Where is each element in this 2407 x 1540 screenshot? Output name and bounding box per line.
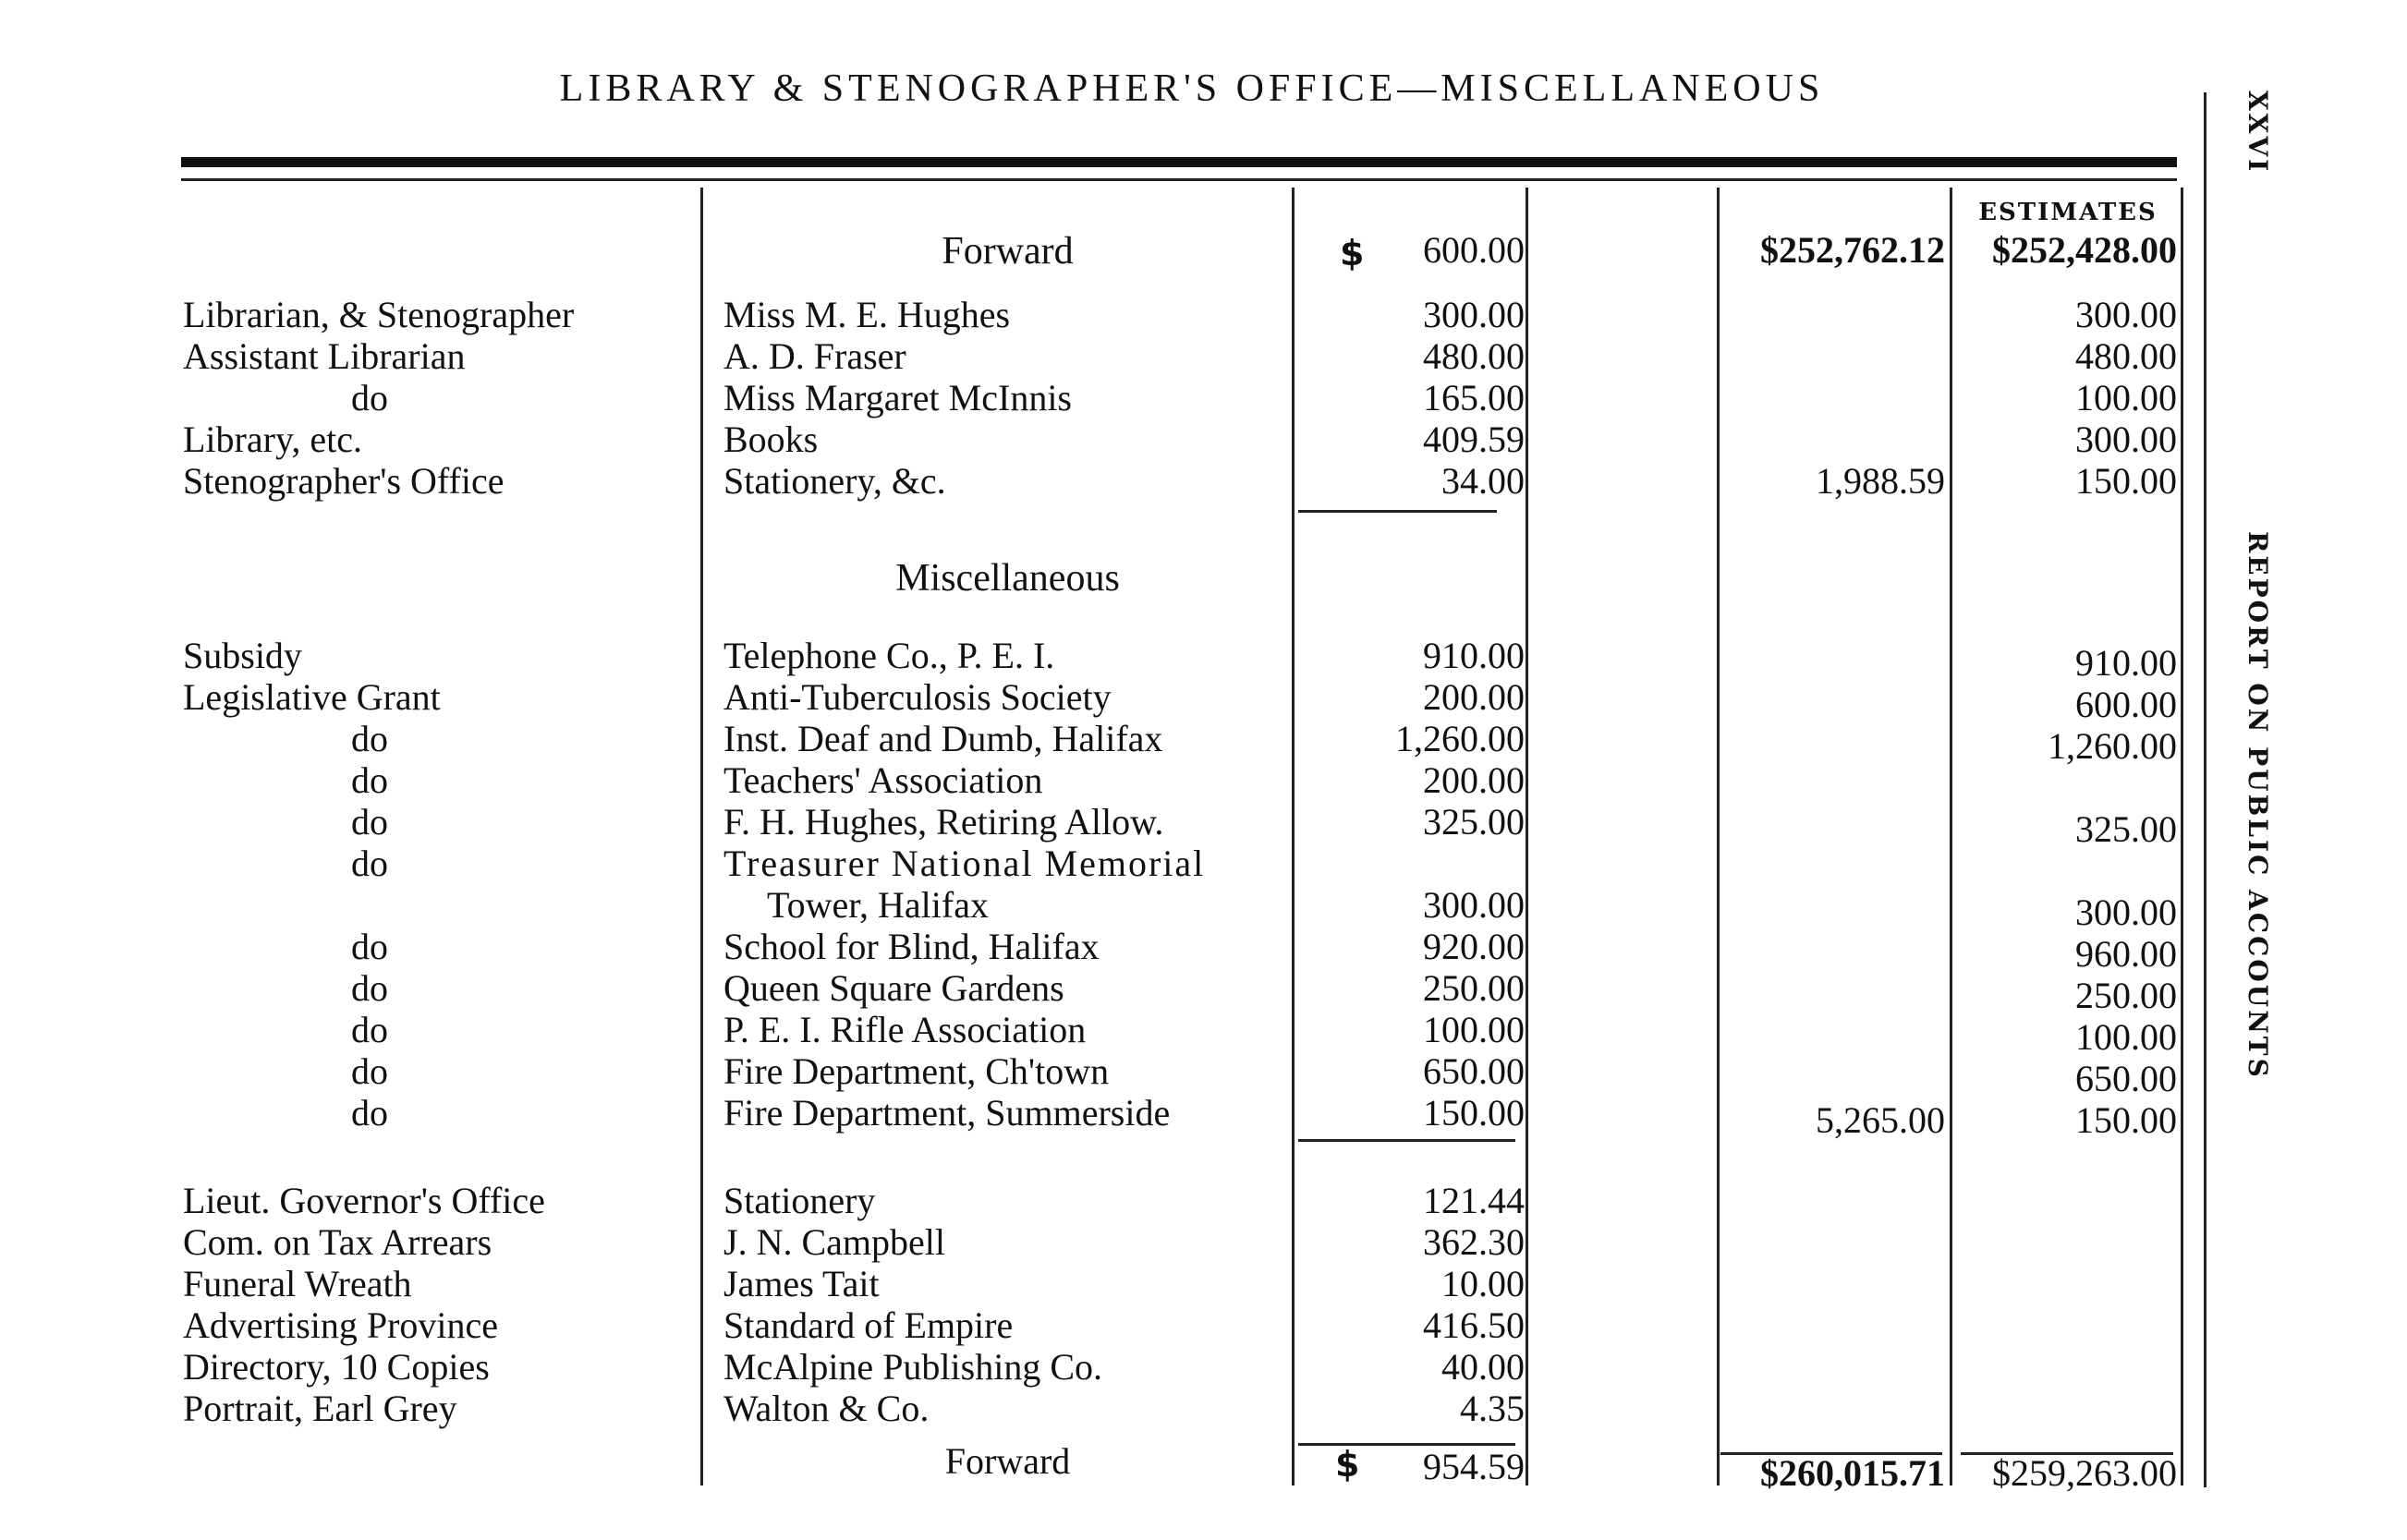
misc-row-amount: 100.00 bbox=[1423, 1009, 1525, 1050]
misc-row-payee: F. H. Hughes, Retiring Allow. bbox=[723, 801, 1164, 843]
other-row-desc: Directory, 10 Copies bbox=[183, 1346, 490, 1388]
misc-row-estimate: 250.00 bbox=[2075, 975, 2177, 1016]
library-row-desc: Assistant Librarian bbox=[183, 335, 466, 377]
misc-row-estimate: 910.00 bbox=[2075, 642, 2177, 684]
column-divider-total bbox=[1950, 188, 1952, 1485]
misc-row-payee: P. E. I. Rifle Association bbox=[723, 1009, 1087, 1050]
column-divider-payee bbox=[1292, 188, 1295, 1485]
library-row-amount: 480.00 bbox=[1423, 335, 1525, 377]
column-divider-estimates bbox=[2181, 188, 2183, 1485]
misc-row-amount: 200.00 bbox=[1423, 676, 1525, 718]
misc-row-estimate: 960.00 bbox=[2075, 933, 2177, 975]
misc-row-amount: 1,260.00 bbox=[1395, 718, 1525, 759]
other-row-payee: J. N. Campbell bbox=[723, 1221, 945, 1263]
misc-row-payee: Treasurer National Memorial bbox=[723, 843, 1206, 884]
other-row-desc: Advertising Province bbox=[183, 1304, 499, 1346]
misc-row-desc: do bbox=[351, 843, 388, 884]
library-row-payee: Miss Margaret McInnis bbox=[723, 377, 1072, 418]
library-row-payee: A. D. Fraser bbox=[723, 335, 906, 377]
library-subtotal-rule bbox=[1298, 510, 1497, 513]
misc-row-payee: Fire Department, Summerside bbox=[723, 1092, 1171, 1134]
other-row-desc: Com. on Tax Arrears bbox=[183, 1221, 492, 1263]
misc-row-payee: Teachers' Association bbox=[723, 759, 1043, 801]
misc-row-desc: do bbox=[351, 801, 388, 843]
other-row-desc: Portrait, Earl Grey bbox=[183, 1388, 457, 1429]
misc-row-amount: 920.00 bbox=[1423, 926, 1525, 967]
library-row-estimate: 100.00 bbox=[2075, 377, 2177, 418]
forward-bottom-label: Forward bbox=[944, 1440, 1071, 1482]
page-title: LIBRARY & STENOGRAPHER'S OFFICE—MISCELLANEOUS bbox=[559, 67, 1825, 110]
library-row-payee: Miss M. E. Hughes bbox=[723, 294, 1011, 335]
misc-row-amount: 910.00 bbox=[1423, 635, 1525, 676]
misc-row-desc: do bbox=[351, 1092, 388, 1134]
other-row-amount: 4.35 bbox=[1460, 1388, 1525, 1429]
forward-bottom-estimate: $259,263.00 bbox=[1992, 1452, 2177, 1494]
other-row-desc: Funeral Wreath bbox=[183, 1263, 412, 1304]
misc-row-desc: do bbox=[351, 718, 388, 759]
misc-row-payee: Tower, Halifax bbox=[767, 884, 989, 926]
library-row-amount: 409.59 bbox=[1423, 418, 1525, 460]
other-row-amount: 416.50 bbox=[1423, 1304, 1525, 1346]
library-row-total: 1,988.59 bbox=[1816, 460, 1945, 502]
library-row-estimate: 300.00 bbox=[2075, 294, 2177, 335]
side-margin-rule bbox=[2204, 92, 2206, 1487]
misc-row-desc: do bbox=[351, 759, 388, 801]
misc-row-estimate: 600.00 bbox=[2075, 684, 2177, 725]
misc-subtotal-rule bbox=[1298, 1139, 1515, 1142]
misc-row-estimate: 300.00 bbox=[2075, 891, 2177, 933]
misc-row-desc: Legislative Grant bbox=[183, 676, 441, 718]
library-row-payee: Stationery, &c. bbox=[723, 460, 946, 502]
misc-row-estimate: 650.00 bbox=[2075, 1058, 2177, 1099]
misc-row-estimate: 150.00 bbox=[2075, 1099, 2177, 1141]
misc-row-desc: do bbox=[351, 926, 388, 967]
misc-row-payee: Fire Department, Ch'town bbox=[723, 1050, 1110, 1092]
estimates-header: ESTIMATES bbox=[1978, 199, 2158, 226]
header-thick-rule bbox=[181, 157, 2177, 167]
other-row-payee: Walton & Co. bbox=[723, 1388, 930, 1429]
misc-row-total: 5,265.00 bbox=[1816, 1099, 1945, 1141]
misc-row-amount: 150.00 bbox=[1423, 1092, 1525, 1134]
forward-top-total: $252,762.12 bbox=[1760, 229, 1945, 271]
misc-row-amount: 250.00 bbox=[1423, 967, 1525, 1009]
misc-row-payee: Inst. Deaf and Dumb, Halifax bbox=[723, 718, 1163, 759]
forward-top-estimate: $252,428.00 bbox=[1992, 229, 2177, 271]
library-row-desc: Library, etc. bbox=[183, 418, 362, 460]
misc-row-estimate: 325.00 bbox=[2075, 808, 2177, 850]
misc-row-desc: do bbox=[351, 967, 388, 1009]
library-row-desc: do bbox=[351, 377, 388, 418]
header-thin-rule bbox=[181, 178, 2177, 181]
misc-row-amount: 650.00 bbox=[1423, 1050, 1525, 1092]
library-row-amount: 34.00 bbox=[1441, 460, 1525, 502]
column-divider-amount bbox=[1526, 188, 1528, 1485]
side-page-number: XXVI bbox=[2243, 91, 2273, 175]
misc-row-desc: do bbox=[351, 1050, 388, 1092]
misc-row-payee: Queen Square Gardens bbox=[723, 967, 1064, 1009]
forward-bottom-total: $260,015.71 bbox=[1760, 1452, 1945, 1494]
column-divider-total-left bbox=[1717, 188, 1720, 1485]
misc-row-desc: Subsidy bbox=[183, 635, 302, 676]
misc-row-amount: 200.00 bbox=[1423, 759, 1525, 801]
column-divider-desc bbox=[700, 188, 703, 1485]
library-row-estimate: 150.00 bbox=[2075, 460, 2177, 502]
side-report-title: REPORT ON PUBLIC ACCOUNTS bbox=[2243, 531, 2273, 1080]
misc-heading: Miscellaneous bbox=[895, 557, 1120, 600]
other-row-payee: James Tait bbox=[723, 1263, 880, 1304]
other-row-amount: 362.30 bbox=[1423, 1221, 1525, 1263]
other-row-payee: Stationery bbox=[723, 1180, 876, 1221]
misc-row-payee: Anti-Tuberculosis Society bbox=[723, 676, 1112, 718]
library-row-payee: Books bbox=[723, 418, 819, 460]
other-row-amount: 10.00 bbox=[1441, 1263, 1525, 1304]
misc-row-payee: School for Blind, Halifax bbox=[723, 926, 1100, 967]
library-row-amount: 300.00 bbox=[1423, 294, 1525, 335]
misc-row-estimate: 100.00 bbox=[2075, 1016, 2177, 1058]
forward-top-amount: 600.00 bbox=[1423, 229, 1525, 271]
forward-top-dollar: $ bbox=[1340, 233, 1365, 273]
other-row-payee: Standard of Empire bbox=[723, 1304, 1014, 1346]
other-row-amount: 121.44 bbox=[1423, 1180, 1525, 1221]
misc-row-payee: Telephone Co., P. E. I. bbox=[723, 635, 1055, 676]
misc-row-amount: 325.00 bbox=[1423, 801, 1525, 843]
forward-top-label: Forward bbox=[942, 230, 1074, 273]
misc-row-estimate: 1,260.00 bbox=[2048, 725, 2177, 767]
misc-row-desc: do bbox=[351, 1009, 388, 1050]
library-row-amount: 165.00 bbox=[1423, 377, 1525, 418]
library-row-desc: Librarian, & Stenographer bbox=[183, 294, 575, 335]
library-row-estimate: 300.00 bbox=[2075, 418, 2177, 460]
library-row-estimate: 480.00 bbox=[2075, 335, 2177, 377]
other-row-payee: McAlpine Publishing Co. bbox=[723, 1346, 1103, 1388]
other-row-amount: 40.00 bbox=[1441, 1346, 1525, 1388]
forward-bottom-amount: 954.59 bbox=[1423, 1446, 1525, 1487]
library-row-desc: Stenographer's Office bbox=[183, 460, 504, 502]
misc-row-amount: 300.00 bbox=[1423, 884, 1525, 926]
forward-bottom-dollar: $ bbox=[1335, 1444, 1360, 1485]
other-row-desc: Lieut. Governor's Office bbox=[183, 1180, 545, 1221]
